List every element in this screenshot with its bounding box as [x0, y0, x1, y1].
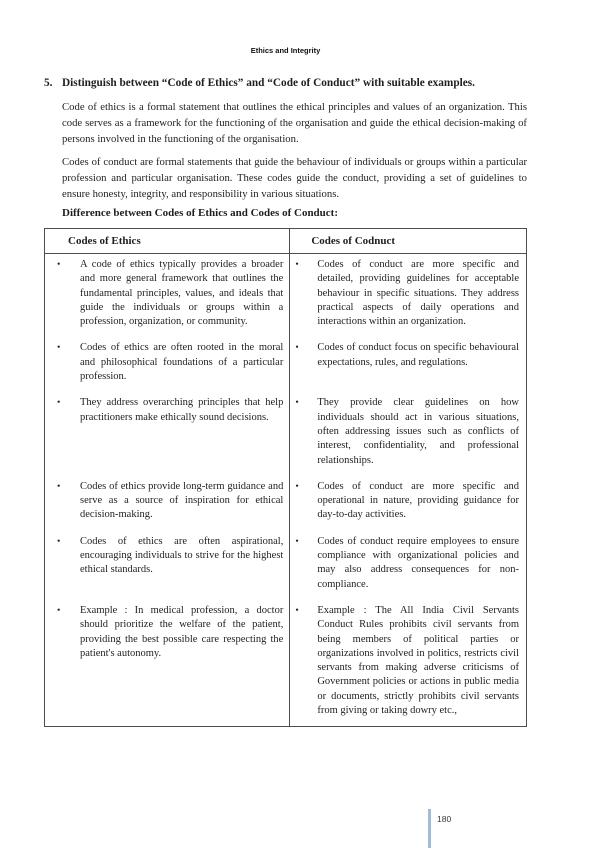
bullet-text: Codes of conduct are more specific and detailed, providing guidelines for acceptable behaviour in specific situations. They address practical aspects of daily operations and interactions within an organization. — [317, 259, 519, 328]
page-number: 180 — [437, 814, 452, 824]
table-row — [45, 600, 527, 727]
bullet-text: Example : The All India Civil Servants Conduct Rules prohibits civil servants from being members of political parties or organizations involved in politics, restricts civil servants from making adverse criticisms of Government policies or actions in public media or documents, strictly prohibits civil servants from giving or taking dowry etc., — [317, 604, 519, 717]
ethics-cell — [45, 392, 290, 475]
bullet-item — [45, 396, 289, 425]
table-row — [45, 337, 527, 392]
bullet-text: They address overarching principles that help practitioners make ethically sound decisions. — [80, 397, 284, 423]
bullet-text: Codes of ethics are often aspirational, encouraging individuals to strive for the highest ethical standards. — [80, 535, 284, 576]
bullet-text: A code of ethics typically provides a broader and more general framework that outlines the fundamental principles, values, and ideals that guide the individuals or groups within a profession, organization, or community. — [80, 259, 284, 328]
bullet-item — [290, 604, 526, 718]
bullet-icon: • — [57, 481, 61, 492]
comparison-table — [44, 228, 527, 727]
conduct-cell — [290, 531, 527, 600]
bullet-item — [45, 604, 289, 661]
footer-accent-bar — [428, 809, 431, 848]
bullet-item — [290, 480, 526, 523]
paragraph-codes-of-conduct: Codes of conduct are formal statements that guide the behaviour of individuals or groups within a particular profession and particular organisation. These codes guide the conduct, providing a set of guidelines to ensure honesty, integrity, and responsibility in various situations. — [62, 156, 527, 200]
ethics-cell — [45, 337, 290, 392]
bullet-text: Codes of ethics are often rooted in the moral and philosophical foundations of a particular profession. — [80, 342, 284, 383]
conduct-cell — [290, 476, 527, 531]
bullet-text: Codes of conduct require employees to ensure compliance with organizational policies and may also address consequences for non-compliance. — [317, 535, 519, 590]
bullet-icon: • — [57, 343, 61, 354]
ethics-cell — [45, 476, 290, 531]
bullet-icon: • — [295, 398, 299, 409]
conduct-cell — [290, 337, 527, 392]
column-header-ethics: Codes of Ethics — [45, 229, 290, 254]
bullet-item — [45, 341, 289, 384]
table-row — [45, 476, 527, 531]
bullet-item — [290, 535, 526, 592]
document-page — [44, 46, 527, 727]
question-heading — [44, 75, 527, 92]
bullet-item — [290, 341, 526, 370]
bullet-icon: • — [295, 260, 299, 270]
section-heading: Difference between Codes of Ethics and Codes of Conduct: — [62, 207, 338, 219]
bullet-text: Example : In medical profession, a doctor should prioritize the welfare of the patient, providing the best possible care respecting the patient's autonomy. — [80, 604, 284, 659]
bullet-item — [45, 480, 289, 523]
bullet-icon: • — [57, 605, 61, 616]
bullet-icon: • — [57, 398, 61, 409]
bullet-icon: • — [295, 536, 299, 547]
bullet-icon: • — [295, 605, 299, 616]
paragraph-code-of-ethics: Code of ethics is a formal statement that outlines the ethical principles and values of an organization. This code serves as a framework for the functioning of the organisation and guide the ethical decision-making of persons involved in the functioning of the organisation. — [62, 101, 527, 145]
running-header-title: Ethics and Integrity — [250, 46, 321, 55]
bullet-item — [290, 258, 526, 329]
table-row — [45, 392, 527, 475]
question-number: 5. — [44, 77, 53, 89]
bullet-text: Codes of conduct are more specific and operational in nature, providing guidance for day-to-day activities. — [317, 480, 519, 521]
bullet-item — [45, 258, 289, 329]
bullet-text: They provide clear guidelines on how individuals should act in various situations, often addressing issues such as conflicts of interest, confidentiality, and professional relationships. — [317, 397, 519, 466]
bullet-item — [45, 535, 289, 578]
bullet-text: Codes of conduct focus on specific behavioural expectations, rules, and regulations. — [317, 342, 519, 368]
bullet-icon: • — [295, 343, 299, 354]
ethics-cell — [45, 254, 290, 338]
column-header-conduct: Codes of Codnuct — [290, 229, 527, 254]
bullet-icon: • — [57, 536, 61, 547]
bullet-icon: • — [57, 260, 61, 270]
ethics-cell — [45, 600, 290, 727]
bullet-item — [290, 396, 526, 467]
bullet-text: Codes of ethics provide long-term guidance and serve as a source of inspiration for ethical decision-making. — [80, 480, 284, 521]
question-text: Distinguish between “Code of Ethics” and “Code of Conduct” with suitable examples. — [62, 77, 475, 89]
table-header-row — [45, 229, 527, 254]
conduct-cell — [290, 254, 527, 338]
bullet-icon: • — [295, 481, 299, 492]
ethics-cell — [45, 531, 290, 600]
table-row — [45, 531, 527, 600]
table-row — [45, 254, 527, 338]
conduct-cell — [290, 600, 527, 727]
conduct-cell — [290, 392, 527, 475]
